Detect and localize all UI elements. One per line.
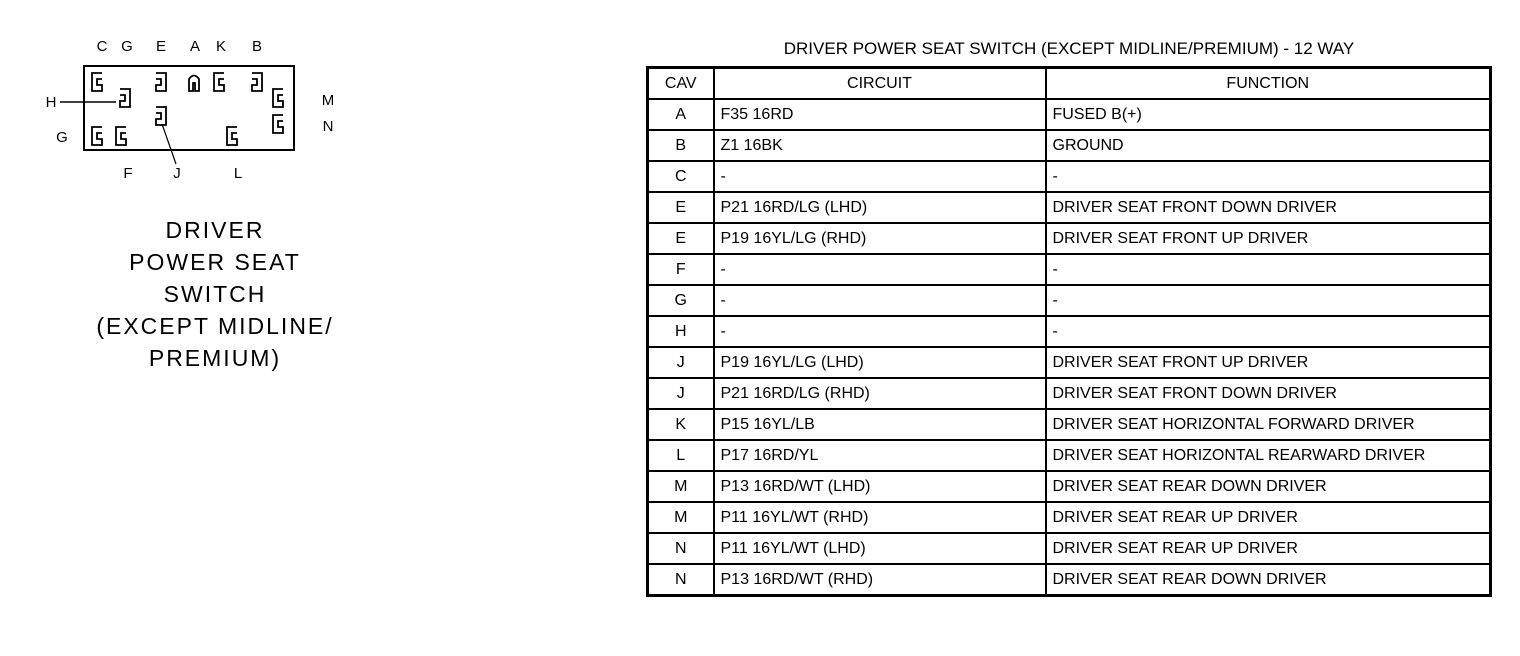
function-cell: DRIVER SEAT REAR UP DRIVER — [1046, 502, 1491, 533]
table-row — [648, 223, 1491, 254]
function-cell: DRIVER SEAT FRONT DOWN DRIVER — [1046, 378, 1491, 409]
cav-cell: C — [648, 161, 714, 192]
circuit-cell: P21 16RD/LG (LHD) — [714, 192, 1046, 223]
cavity-label-g-top: G — [121, 38, 133, 55]
table-row — [648, 471, 1491, 502]
cav-cell: F — [648, 254, 714, 285]
circuit-cell: P13 16RD/WT (RHD) — [714, 564, 1046, 596]
terminal-b — [252, 73, 262, 91]
connector-diagram — [40, 30, 360, 200]
function-cell: DRIVER SEAT REAR UP DRIVER — [1046, 533, 1491, 564]
pinout-table-body — [648, 99, 1491, 596]
function-cell: DRIVER SEAT HORIZONTAL FORWARD DRIVER — [1046, 409, 1491, 440]
terminal-n — [273, 115, 283, 133]
caption-line: DRIVER — [165, 217, 265, 243]
circuit-cell: F35 16RD — [714, 99, 1046, 130]
cav-cell: E — [648, 192, 714, 223]
function-cell: - — [1046, 316, 1491, 347]
function-cell: - — [1046, 254, 1491, 285]
circuit-cell: - — [714, 285, 1046, 316]
circuit-cell: P19 16YL/LG (LHD) — [714, 347, 1046, 378]
function-cell: - — [1046, 285, 1491, 316]
terminal-a — [189, 76, 199, 92]
table-row — [648, 99, 1491, 130]
terminal-k — [214, 73, 224, 91]
circuit-cell: P19 16YL/LG (RHD) — [714, 223, 1046, 254]
cav-cell: M — [648, 502, 714, 533]
circuit-cell: P11 16YL/WT (LHD) — [714, 533, 1046, 564]
cavity-label-j: J — [173, 165, 181, 182]
header-function: FUNCTION — [1046, 68, 1491, 100]
cav-cell: G — [648, 285, 714, 316]
pinout-table — [646, 66, 1492, 597]
cavity-label-m: M — [321, 92, 335, 109]
cav-cell: B — [648, 130, 714, 161]
circuit-cell: - — [714, 161, 1046, 192]
cav-cell: L — [648, 440, 714, 471]
caption-line: PREMIUM) — [148, 345, 282, 371]
cav-cell: H — [648, 316, 714, 347]
terminal-e — [156, 73, 166, 91]
cav-cell: E — [648, 223, 714, 254]
cavity-label-c-top: C — [96, 38, 108, 55]
circuit-cell: P17 16RD/YL — [714, 440, 1046, 471]
table-row — [648, 533, 1491, 564]
terminal-c — [92, 73, 102, 91]
terminal-f — [116, 127, 126, 145]
cavity-label-a: A — [189, 38, 201, 55]
table-row — [648, 254, 1491, 285]
header-cav: CAV — [648, 68, 714, 100]
circuit-cell: P15 16YL/LB — [714, 409, 1046, 440]
function-cell: - — [1046, 161, 1491, 192]
circuit-cell: - — [714, 254, 1046, 285]
table-header-row — [648, 68, 1491, 100]
table-row — [648, 564, 1491, 596]
terminal-l — [227, 127, 237, 145]
caption-line: (EXCEPT MIDLINE/ — [96, 313, 334, 339]
table-row — [648, 347, 1491, 378]
table-row — [648, 285, 1491, 316]
cavity-label-f: F — [123, 165, 133, 182]
terminal-m — [273, 89, 283, 107]
cavity-label-l: L — [233, 165, 243, 182]
table-title: DRIVER POWER SEAT SWITCH (EXCEPT MIDLINE/PREMIUM) - 12 WAY — [783, 39, 1355, 58]
cav-cell: J — [648, 378, 714, 409]
cavity-label-b: B — [251, 38, 263, 55]
table-row — [648, 378, 1491, 409]
cav-cell: N — [648, 533, 714, 564]
circuit-cell: Z1 16BK — [714, 130, 1046, 161]
table-row — [648, 130, 1491, 161]
cavity-label-e: E — [155, 38, 167, 55]
header-circuit: CIRCUIT — [714, 68, 1046, 100]
function-cell: DRIVER SEAT FRONT DOWN DRIVER — [1046, 192, 1491, 223]
cavity-label-n: N — [322, 118, 334, 135]
cavity-label-h: H — [45, 94, 57, 111]
cavity-label-k: K — [215, 38, 227, 55]
cav-cell: J — [648, 347, 714, 378]
connector-caption — [40, 214, 390, 374]
terminal-j — [156, 107, 166, 125]
function-cell: DRIVER SEAT REAR DOWN DRIVER — [1046, 471, 1491, 502]
function-cell: GROUND — [1046, 130, 1491, 161]
cav-cell: A — [648, 99, 714, 130]
circuit-cell: - — [714, 316, 1046, 347]
function-cell: DRIVER SEAT HORIZONTAL REARWARD DRIVER — [1046, 440, 1491, 471]
cavity-label-g-left: G — [56, 129, 68, 146]
circuit-cell: P21 16RD/LG (RHD) — [714, 378, 1046, 409]
cav-cell: K — [648, 409, 714, 440]
function-cell: DRIVER SEAT FRONT UP DRIVER — [1046, 223, 1491, 254]
terminal-h — [120, 89, 130, 107]
caption-line: POWER SEAT — [129, 249, 301, 275]
terminal-g — [92, 127, 102, 145]
cav-cell: M — [648, 471, 714, 502]
table-row — [648, 440, 1491, 471]
caption-line: SWITCH — [163, 281, 267, 307]
table-row — [648, 409, 1491, 440]
table-row — [648, 316, 1491, 347]
circuit-cell: P13 16RD/WT (LHD) — [714, 471, 1046, 502]
cavity-j-leader — [162, 124, 176, 164]
function-cell: FUSED B(+) — [1046, 99, 1491, 130]
function-cell: DRIVER SEAT FRONT UP DRIVER — [1046, 347, 1491, 378]
cav-cell: N — [648, 564, 714, 596]
table-row — [648, 192, 1491, 223]
function-cell: DRIVER SEAT REAR DOWN DRIVER — [1046, 564, 1491, 596]
circuit-cell: P11 16YL/WT (RHD) — [714, 502, 1046, 533]
table-row — [648, 502, 1491, 533]
table-row — [648, 161, 1491, 192]
